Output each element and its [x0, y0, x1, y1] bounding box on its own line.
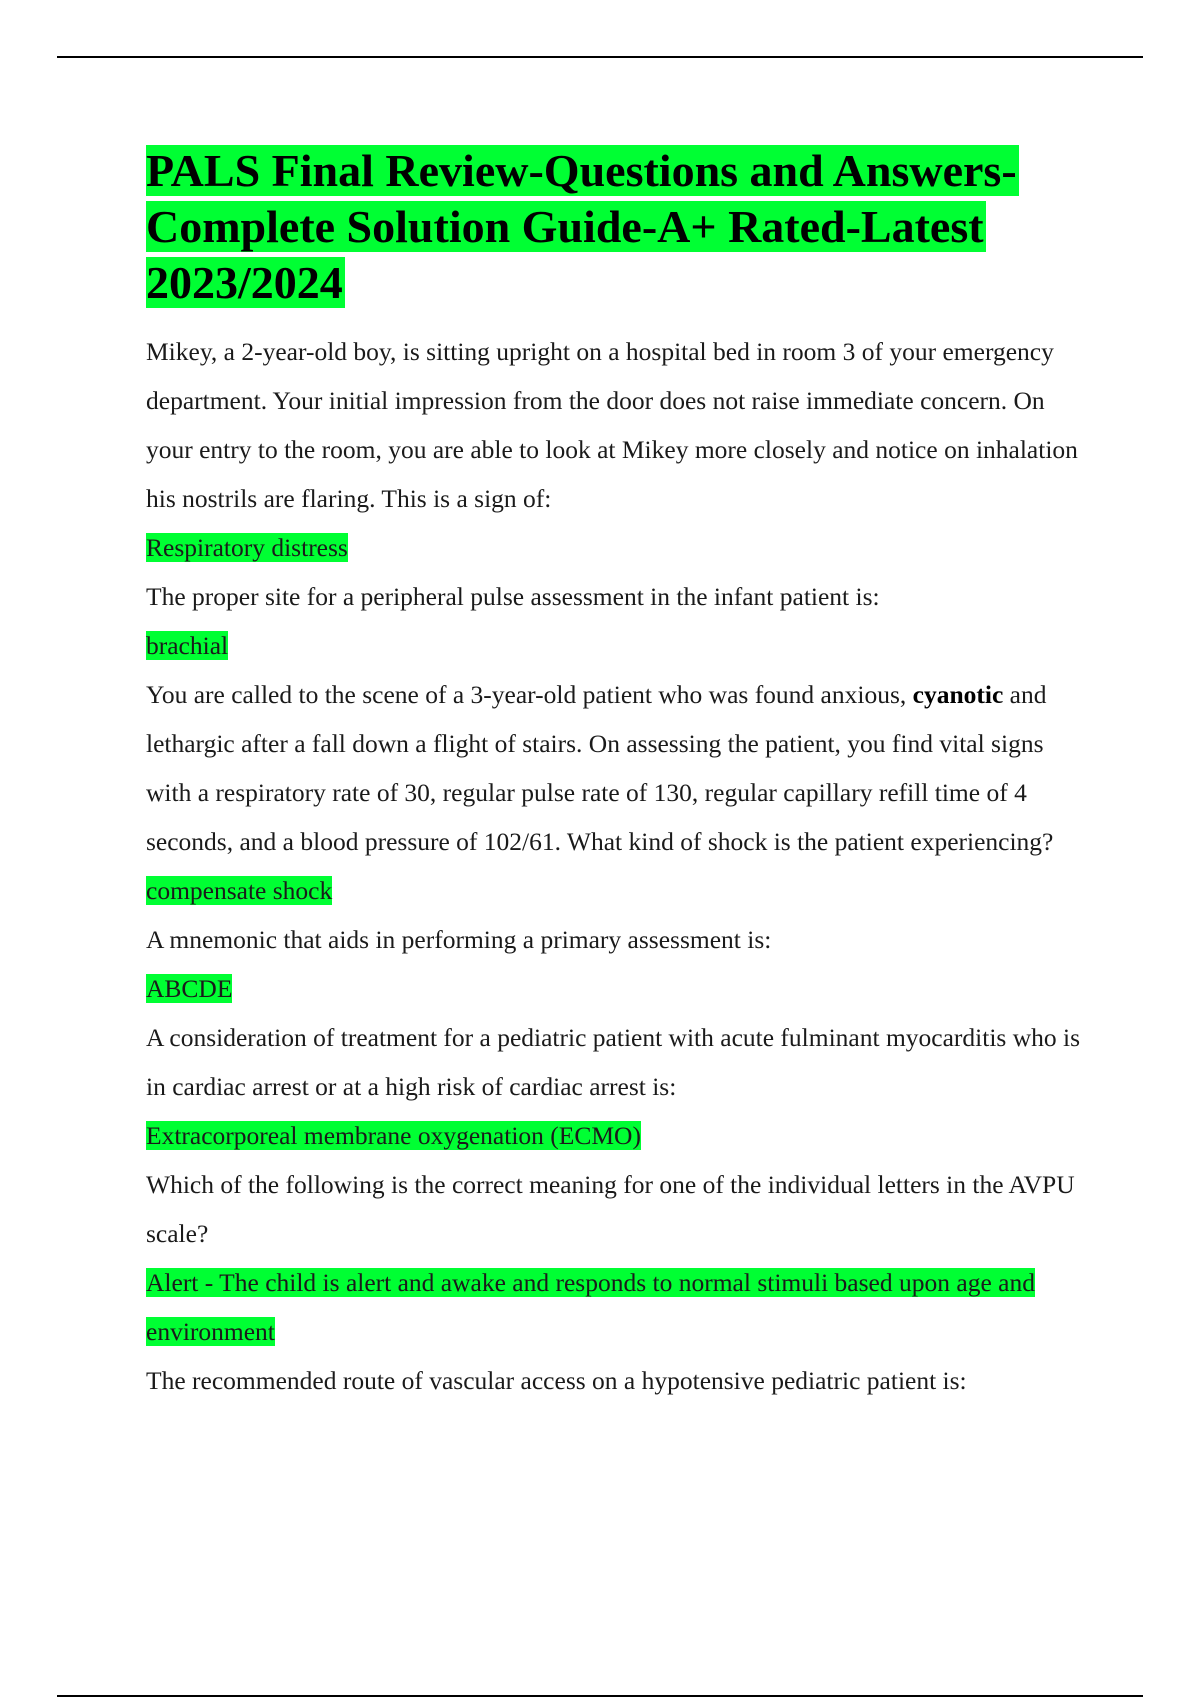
question-1: Mikey, a 2-year-old boy, is sitting upright on a hospital bed in room 3 of your emergency department. Your initial impression from the door does not raise immediate concern. On your entry to the room, you are able to look at Mikey more closely and notice on inhalation his nostrils are flaring. This is a sign of: — [146, 337, 1078, 513]
document-body — [146, 143, 1086, 1405]
question-5: A consideration of treatment for a pediatric patient with acute fulminant myocarditis who is in cardiac arrest or at a high risk of cardiac arrest is: — [146, 1023, 1081, 1101]
question-3-bold-term: cyanotic — [912, 680, 1004, 709]
question-3 — [146, 670, 1086, 866]
question-7: The recommended route of vascular access on a hypotensive pediatric patient is: — [146, 1366, 967, 1395]
answer-highlight: brachial — [146, 631, 229, 660]
question-6: Which of the following is the correct meaning for one of the individual letters in the AVPU scale? — [146, 1170, 1075, 1248]
answer-1 — [146, 523, 1086, 572]
answer-4 — [146, 964, 1086, 1013]
answer-6 — [146, 1258, 1086, 1356]
bottom-rule — [57, 1695, 1143, 1697]
answer-highlight: compensate shock — [146, 876, 333, 905]
answer-5 — [146, 1111, 1086, 1160]
answer-2 — [146, 621, 1086, 670]
question-3-part-2: and lethargic after a fall down a flight of stairs. On assessing the patient, you find vital signs with a respiratory rate of 30, regular pulse rate of 130, regular capillary refill time of 4 seconds, and a blood pressure of 102/61. What kind of shock is the patient experiencing? — [146, 680, 1054, 856]
answer-3 — [146, 866, 1086, 915]
top-rule — [57, 56, 1143, 58]
question-4: A mnemonic that aids in performing a primary assessment is: — [146, 925, 772, 954]
document-title — [146, 143, 1086, 311]
question-2: The proper site for a peripheral pulse assessment in the infant patient is: — [146, 582, 880, 611]
title-highlight: PALS Final Review-Questions and Answers-Complete Solution Guide-A+ Rated-Latest 2023/2024 — [146, 145, 1017, 308]
question-3-part-1: You are called to the scene of a 3-year-old patient who was found anxious, — [146, 680, 907, 709]
answer-highlight: ABCDE — [146, 974, 233, 1003]
answer-highlight: Alert - The child is alert and awake and responds to normal stimuli based upon age and environment — [146, 1268, 1035, 1346]
answer-highlight: Extracorporeal membrane oxygenation (ECMO) — [146, 1121, 641, 1150]
answer-highlight: Respiratory distress — [146, 533, 348, 562]
